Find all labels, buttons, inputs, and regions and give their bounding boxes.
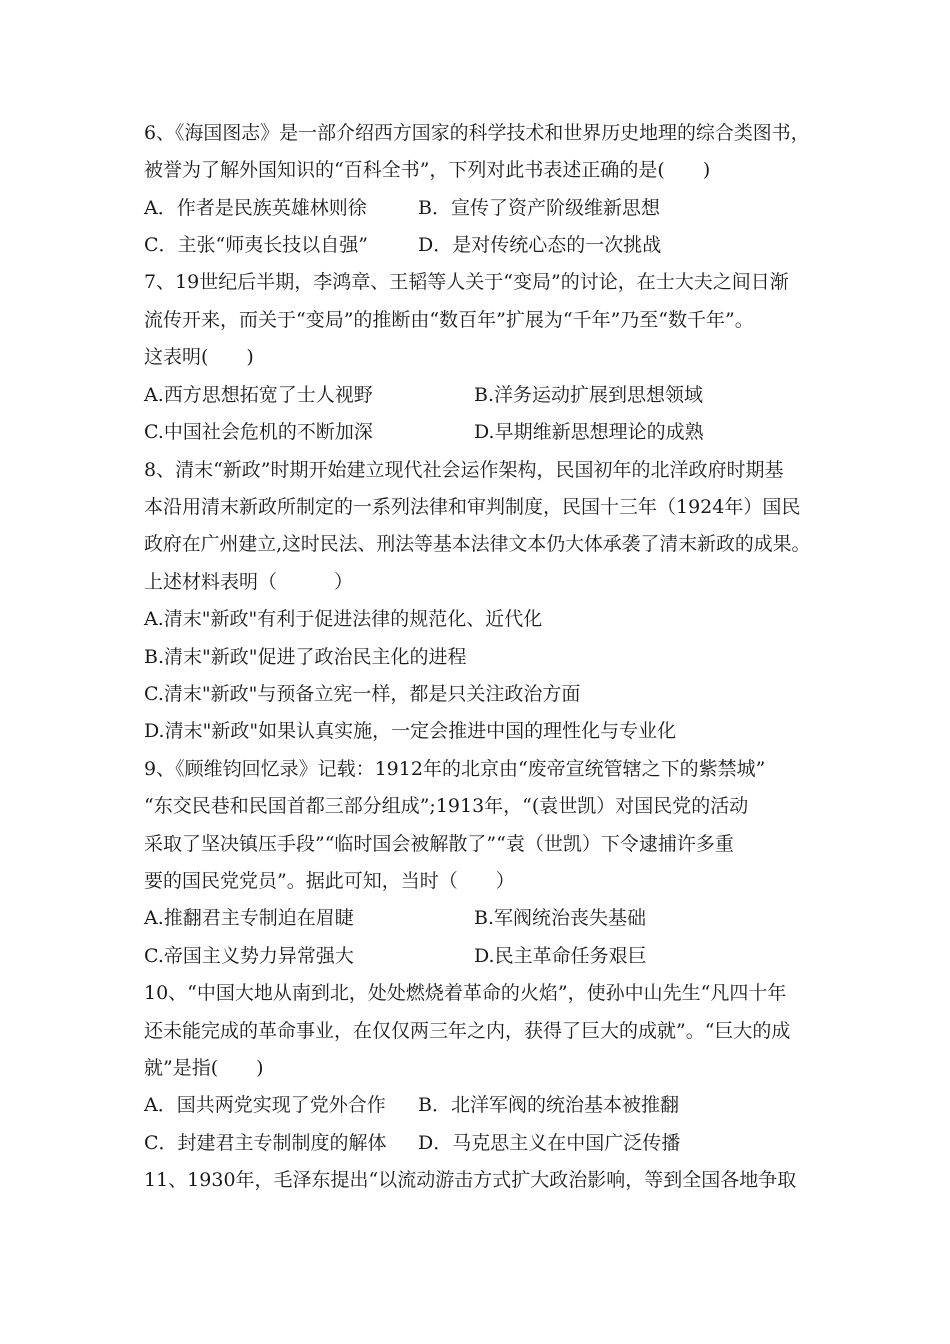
question-6-option-c: C．主张“师夷长技以自强” xyxy=(144,234,368,256)
question-7-option-b: B.洋务运动扩展到思想领域 xyxy=(474,384,704,406)
question-10-option-b: B．北洋军阀的统治基本被推翻 xyxy=(418,1094,679,1116)
question-10-stem-line-3: 就”是指( ) xyxy=(144,1057,264,1079)
question-8-option-a: A.清末"新政"有利于促进法律的规范化、近代化 xyxy=(144,608,543,630)
question-7-option-a: A.西方思想拓宽了士人视野 xyxy=(144,384,373,406)
question-7-option-d: D.早期维新思想理论的成熟 xyxy=(474,421,704,443)
question-8-option-c: C.清末"新政"与预备立宪一样，都是只关注政治方面 xyxy=(144,683,581,705)
question-6-option-d: D．是对传统心态的一次挑战 xyxy=(418,234,662,256)
question-9-stem-line-2: “东交民巷和民国首都三部分组成”;1913年，“(袁世凯）对国民党的活动 xyxy=(144,795,749,817)
question-8-option-b: B.清末"新政"促进了政治民主化的进程 xyxy=(144,646,467,668)
question-9-option-a: A.推翻君主专制迫在眉睫 xyxy=(144,907,354,929)
question-6-stem-line-1: 6、《海国图志》是一部介绍西方国家的科学技术和世界历史地理的综合类图书， xyxy=(144,122,810,144)
question-6-stem-line-2: 被誉为了解外国知识的“百科全书”，下列对此书表述正确的是( ) xyxy=(144,159,711,181)
question-8-stem-line-3: 政府在广州建立,这时民法、刑法等基本法律文本仍大体承袭了清末新政的成果。 xyxy=(144,533,811,555)
question-9-stem-line-3: 采取了坚决镇压手段”“临时国会被解散了”“袁（世凯）下令逮捕许多重 xyxy=(144,833,734,855)
question-9-stem-line-4: 要的国民党党员”。据此可知，当时（ ） xyxy=(144,870,515,892)
question-7-stem-line-3: 这表明( ) xyxy=(144,346,254,368)
question-8-stem-line-1: 8、清末“新政”时期开始建立现代社会运作架构，民国初年的北洋政府时期基 xyxy=(144,459,784,481)
question-7-stem-line-2: 流传开来，而关于“变局”的推断由“数百年”扩展为“千年”乃至“数千年”。 xyxy=(144,309,754,331)
question-7-option-c: C.中国社会危机的不断加深 xyxy=(144,421,373,443)
question-10-option-a: A．国共两党实现了党外合作 xyxy=(144,1094,386,1116)
question-8-stem-line-2: 本沿用清末新政所制定的一系列法律和审判制度，民国十三年（1924年）国民 xyxy=(144,496,801,518)
question-9-option-d: D.民主革命任务艰巨 xyxy=(474,945,647,967)
question-6-option-b: B．宣传了资产阶级维新思想 xyxy=(418,197,660,219)
question-7-stem-line-1: 7、19世纪后半期，李鸿章、王韬等人关于“变局”的讨论，在士大夫之间日渐 xyxy=(144,271,789,293)
question-10-stem-line-2: 还未能完成的革命事业，在仅仅两三年之内，获得了巨大的成就”。“巨大的成 xyxy=(144,1020,791,1042)
question-6-option-a: A．作者是民族英雄林则徐 xyxy=(144,197,367,219)
question-8-option-d: D.清末"新政"如果认真实施，一定会推进中国的理性化与专业化 xyxy=(144,720,677,742)
question-9-option-c: C.帝国主义势力异常强大 xyxy=(144,945,354,967)
question-10-option-d: D．马克思主义在中国广泛传播 xyxy=(418,1132,681,1154)
question-10-stem-line-1: 10、“中国大地从南到北，处处燃烧着革命的火焰”，使孙中山先生“凡四十年 xyxy=(144,982,787,1004)
question-11-stem-line-1: 11、1930年，毛泽东提出“以流动游击方式扩大政治影响，等到全国各地争取 xyxy=(144,1169,797,1191)
question-9-stem-line-1: 9、《顾维钧回忆录》记载：1912年的北京由“废帝宣统管辖之下的紫禁城” xyxy=(144,758,766,780)
question-10-option-c: C．封建君主专制制度的解体 xyxy=(144,1132,387,1154)
question-8-stem-line-4: 上述材料表明（ ） xyxy=(144,571,354,593)
question-9-option-b: B.军阀统治丧失基础 xyxy=(474,907,647,929)
